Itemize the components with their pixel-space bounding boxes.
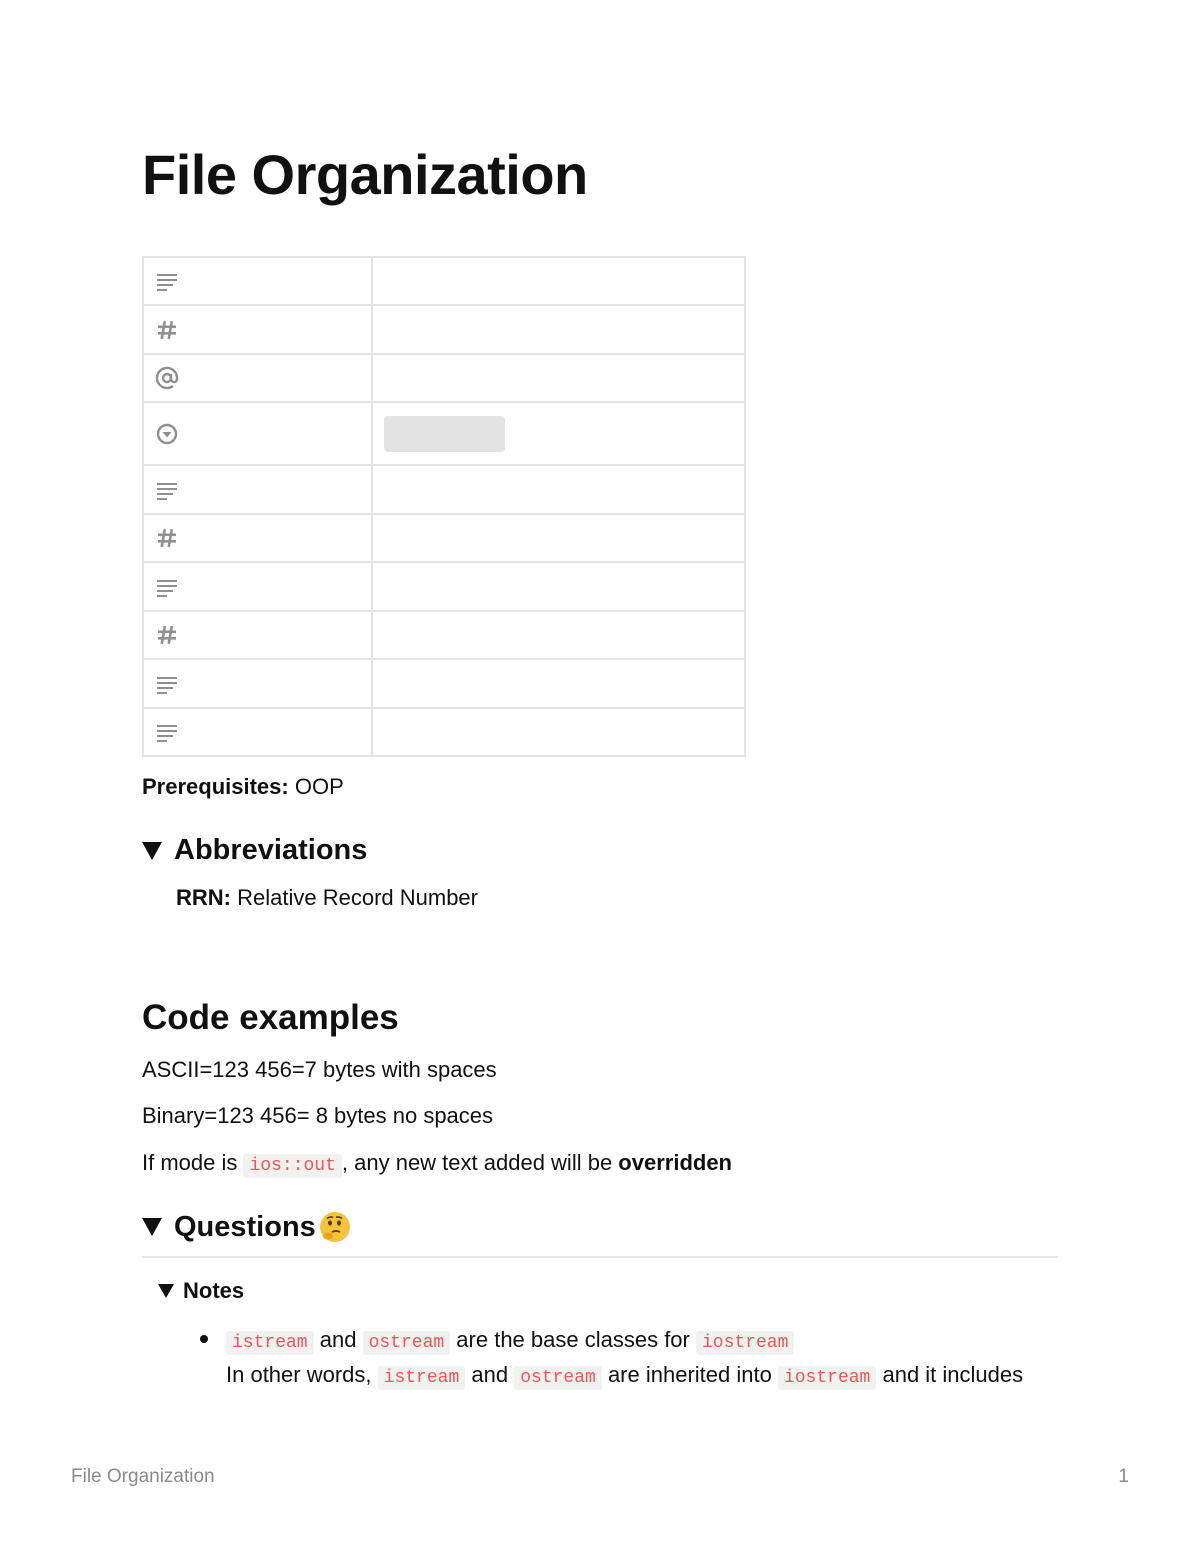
footer-title: File Organization (71, 1466, 215, 1487)
list-item-continuation (226, 1362, 1023, 1388)
select-chip[interactable] (384, 416, 505, 452)
list-item (226, 1327, 794, 1353)
inline-code: istream (226, 1331, 314, 1355)
property-key[interactable] (143, 562, 372, 611)
code-example-line: Binary=123 456= 8 bytes no spaces (142, 1103, 494, 1128)
property-row[interactable] (143, 465, 745, 514)
code-examples-heading: Code examples (142, 998, 399, 1037)
property-row[interactable] (143, 659, 745, 708)
abbreviation-definition: Relative Record Number (237, 885, 478, 910)
inline-code: ostream (363, 1331, 451, 1355)
property-row[interactable] (143, 514, 745, 562)
abbreviation-item: RRN: Relative Record Number (176, 885, 478, 910)
text-icon (155, 575, 179, 599)
property-value[interactable] (372, 305, 745, 354)
property-key[interactable] (143, 465, 372, 514)
property-key[interactable] (143, 611, 372, 659)
prerequisites-value: OOP (294, 774, 344, 799)
thinking-face-emoji (318, 1210, 352, 1244)
prerequisites-label: Prerequisites (142, 774, 282, 799)
text-span: , any new text added will be (341, 1150, 619, 1175)
property-row[interactable] (143, 611, 745, 659)
inline-code: iostream (696, 1331, 794, 1355)
text-icon (155, 269, 179, 293)
number-icon (155, 526, 179, 550)
text-span: and (465, 1362, 515, 1387)
property-row[interactable] (143, 305, 745, 354)
property-row[interactable] (143, 257, 745, 305)
emphasis-text: overridden (618, 1150, 732, 1175)
property-row[interactable] (143, 562, 745, 611)
text-span: and it includes (876, 1362, 1024, 1387)
property-key[interactable] (143, 402, 372, 465)
inline-code: ostream (514, 1366, 602, 1390)
property-value[interactable] (372, 611, 745, 659)
inline-code: istream (378, 1366, 466, 1390)
inline-code: iostream (778, 1366, 876, 1390)
questions-toggle[interactable] (142, 1210, 352, 1244)
text-span: and (313, 1327, 363, 1352)
abbreviations-heading: Abbreviations (174, 834, 368, 866)
text-icon (155, 478, 179, 502)
property-value[interactable] (372, 562, 745, 611)
property-key[interactable] (143, 514, 372, 562)
text-span: In other words, (226, 1362, 378, 1387)
property-value[interactable] (372, 708, 745, 756)
property-key[interactable] (143, 257, 372, 305)
divider (142, 1256, 1058, 1258)
notes-heading: Notes (183, 1278, 245, 1303)
property-value[interactable] (372, 659, 745, 708)
property-value[interactable] (372, 354, 745, 402)
property-value[interactable] (372, 257, 745, 305)
notes-toggle[interactable] (158, 1278, 244, 1304)
select-icon (155, 422, 179, 446)
property-row[interactable] (143, 708, 745, 756)
text-span: are inherited into (601, 1362, 778, 1387)
property-value[interactable] (372, 514, 745, 562)
property-value[interactable] (372, 465, 745, 514)
property-row[interactable] (143, 402, 745, 465)
toggle-triangle-icon[interactable] (142, 1218, 162, 1236)
email-icon (155, 366, 179, 390)
footer-page-number: 1 (1118, 1466, 1129, 1487)
property-key[interactable] (143, 354, 372, 402)
number-icon (155, 623, 179, 647)
text-icon (155, 672, 179, 696)
property-key[interactable] (143, 708, 372, 756)
toggle-triangle-icon[interactable] (142, 842, 162, 860)
properties-table (142, 256, 746, 757)
page-title: File Organization (142, 143, 588, 206)
property-value[interactable] (372, 402, 745, 465)
abbreviation-term: RRN (176, 885, 224, 910)
text-span: are the base classes for (450, 1327, 696, 1352)
property-key[interactable] (143, 659, 372, 708)
text-span: If mode is (142, 1150, 244, 1175)
prerequisites-line: Prerequisites: OOP (142, 774, 344, 799)
property-row[interactable] (143, 354, 745, 402)
toggle-triangle-icon[interactable] (158, 1284, 174, 1298)
inline-code: ios::out (243, 1154, 341, 1178)
questions-heading: Questions (174, 1210, 316, 1243)
code-example-line: ASCII=123 456=7 bytes with spaces (142, 1057, 497, 1082)
number-icon (155, 318, 179, 342)
property-key[interactable] (143, 305, 372, 354)
bullet-icon (200, 1335, 208, 1343)
code-example-line (142, 1150, 732, 1176)
text-icon (155, 720, 179, 744)
abbreviations-toggle[interactable] (142, 834, 367, 867)
